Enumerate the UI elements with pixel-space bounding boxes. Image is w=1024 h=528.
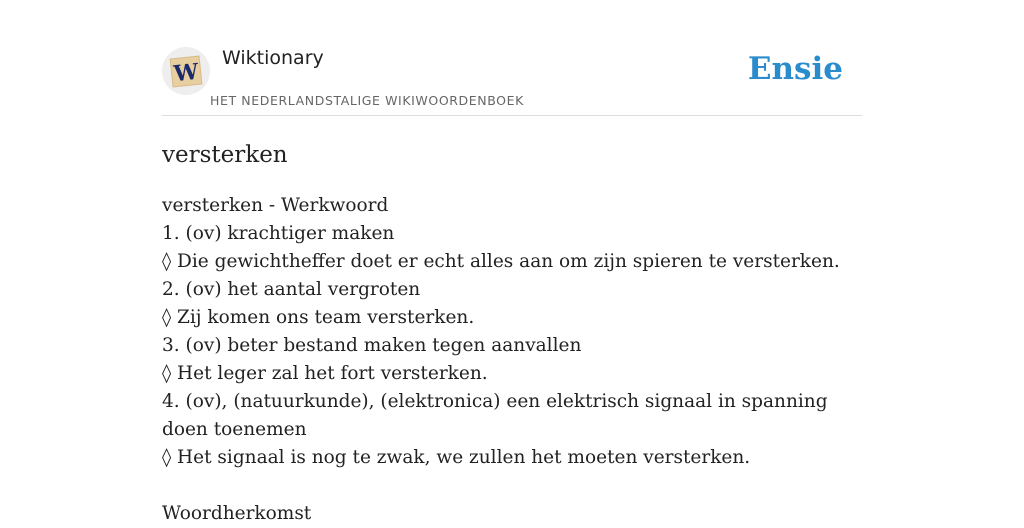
example-1: ◊ Die gewichtheffer doet er echt alles aan om zijn spieren te versterken. [162,251,840,272]
entry-body [162,192,862,528]
section-heading-woordherkomst: Woordherkomst [162,503,312,524]
content-container [162,0,862,524]
example-3: ◊ Het leger zal het fort versterken. [162,363,488,384]
logo-letter: W [172,58,200,88]
ensie-brand-link[interactable]: Ensie [747,51,843,87]
wiktionary-logo-icon[interactable] [162,47,210,95]
wiktionary-tile-icon [162,47,210,95]
example-2: ◊ Zij komen ons team versterken. [162,307,475,328]
definition-3: 3. (ov) beter bestand maken tegen aanvallen [162,335,582,356]
page-title: versterken [162,142,288,168]
site-name[interactable]: Wiktionary [222,47,324,69]
entry-heading: versterken - Werkwoord [162,195,389,216]
definition-1: 1. (ov) krachtiger maken [162,223,395,244]
site-tagline: HET NEDERLANDSTALIGE WIKIWOORDENBOEK [210,93,524,108]
site-header [162,0,862,116]
definition-4: 4. (ov), (natuurkunde), (elektronica) een elektrisch signaal in spanning doen toenemen [162,391,828,440]
section-spacer [162,472,862,500]
definition-2: 2. (ov) het aantal vergroten [162,279,421,300]
example-4: ◊ Het signaal is nog te zwak, we zullen het moeten versterken. [162,447,751,468]
